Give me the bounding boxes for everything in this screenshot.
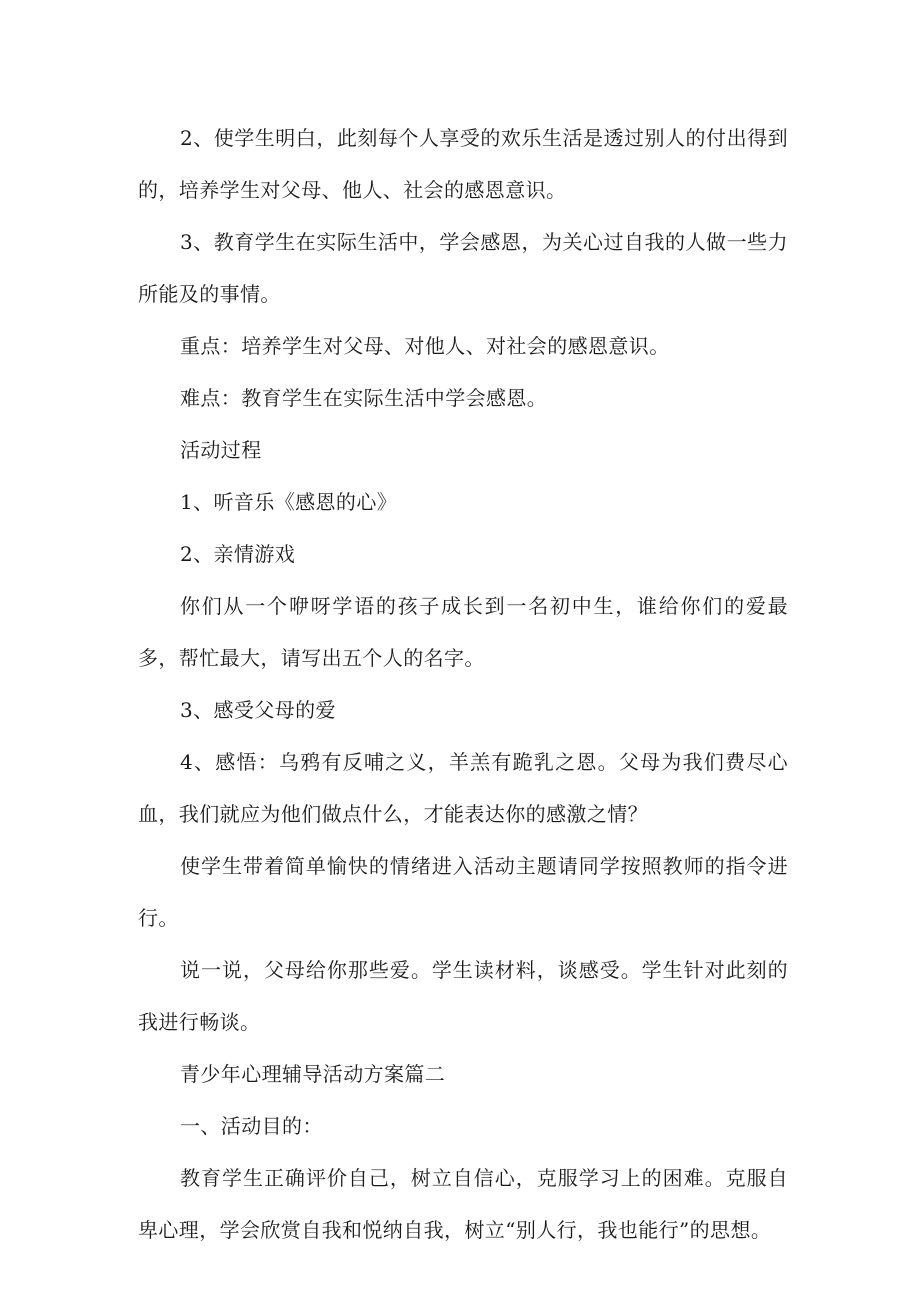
step-2-family-game: 2、亲情游戏	[180, 542, 296, 566]
section-heading-activity-process: 活动过程	[180, 438, 262, 462]
paragraph-objective-3: 3、教育学生在实际生活中，学会感恩，为关心过自我的人做一些力所能及的事情。	[138, 230, 788, 306]
heading-activity-goal: 一、活动目的：	[180, 1114, 323, 1138]
paragraph-difficulty: 难点：教育学生在实际生活中学会感恩。	[180, 386, 548, 410]
step-4-reflection: 4、感悟：乌鸦有反哺之义，羊羔有跪乳之恩。父母为我们费尽心血，我们就应为他们做点什么，才能表达你的感激之情？	[138, 750, 788, 826]
section-title-plan-two: 青少年心理辅导活动方案篇二	[180, 1062, 446, 1086]
paragraph-game-description: 你们从一个咿呀学语的孩子成长到一名初中生，谁给你们的爱最多，帮忙最大，请写出五个人的名字。	[138, 594, 788, 670]
paragraph-teacher-instruction: 使学生带着简单愉快的情绪进入活动主题请同学按照教师的指令进行。	[138, 854, 788, 930]
step-1-listen-music: 1、听音乐《感恩的心》	[180, 490, 398, 514]
paragraph-key-point: 重点：培养学生对父母、对他人、对社会的感恩意识。	[180, 334, 670, 358]
paragraph-goal-description: 教育学生正确评价自己，树立自信心，克服学习上的困难。克服自卑心理，学会欣赏自我和悦纳自我，树立“别人行，我也能行”的思想。	[138, 1166, 788, 1242]
paragraph-discussion: 说一说，父母给你那些爱。学生读材料，谈感受。学生针对此刻的我进行畅谈。	[138, 958, 788, 1034]
document-body	[138, 112, 788, 1256]
paragraph-objective-2: 2、使学生明白，此刻每个人享受的欢乐生活是透过别人的付出得到的，培养学生对父母、他人、社会的感恩意识。	[138, 126, 788, 202]
step-3-feel-parents-love: 3、感受父母的爱	[180, 698, 336, 722]
